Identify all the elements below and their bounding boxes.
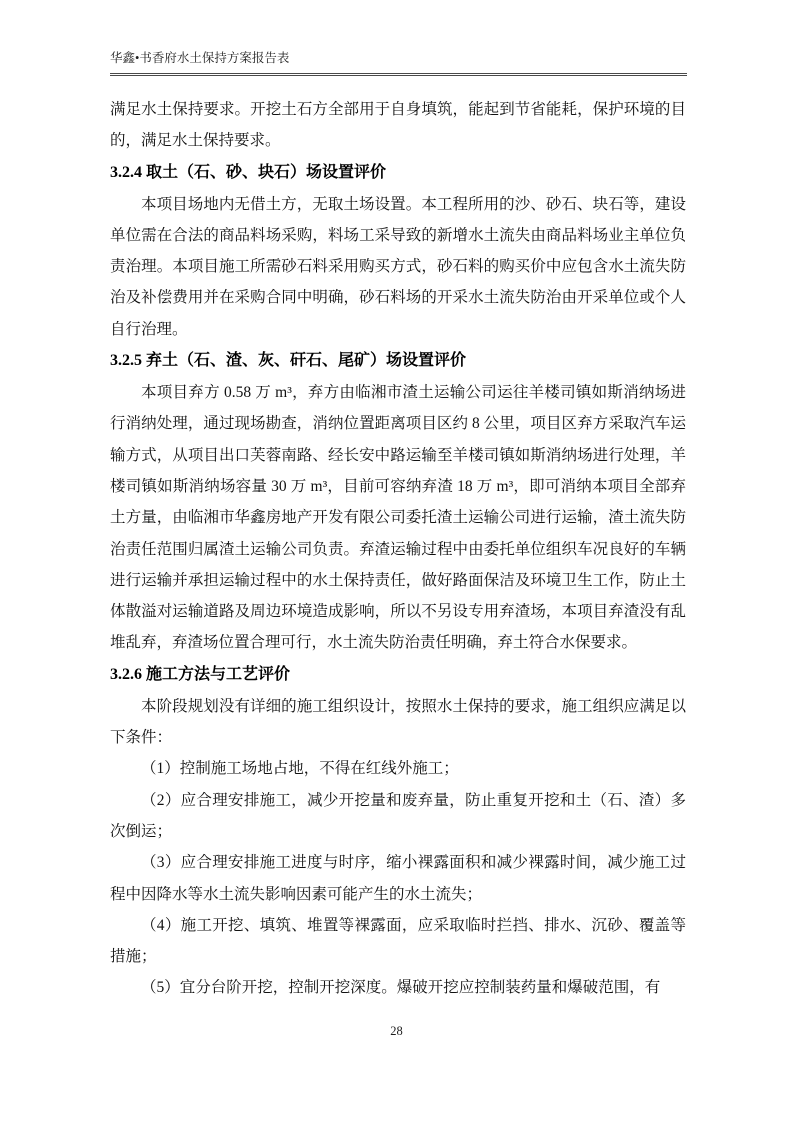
document-title: 华鑫•书香府水土保持方案报告表 — [110, 51, 290, 65]
list-item-1: （1）控制施工场地占地，不得在红线外施工； — [141, 760, 459, 778]
list-item-4: （4）施工开挖、填筑、堆置等裸露面，应采取临时拦挡、排水、沉砂、覆盖等措施； — [110, 916, 686, 966]
page-footer — [0, 1024, 793, 1039]
list-item-3: （3）应合理安排施工进度与时序，缩小裸露面积和减少裸露时间，减少施工过程中因降水等水土流失影响因素可能产生的水土流失； — [110, 854, 686, 903]
list-item-5: （5）宜分台阶开挖，控制开挖深度。爆破开挖应控制装药量和爆破范围，有 — [141, 979, 661, 997]
page-header — [110, 50, 687, 76]
paragraph-section-3-2-5: 本项目弃方 0.58 万 m³，弃方由临湘市渣土运输公司运往羊楼司镇如斯消纳场进行消纳处理，通过现场勘查，消纳位置距离项目区约 8 公里，项目区弃方采取汽车运输方式，从项目出口芙蓉南路、经长安中路运输至羊楼司镇如斯消纳场进行处理，羊楼司镇如斯消纳场容量 30 万 m³，目前可容纳弃渣 18 万 m³，即可消纳本项目全部弃土方量，由临湘市华鑫房地产开发有限公司委托渣土运输公司进行运输，渣土流失防治责任范围归属渣土运输公司负责。弃渣运输过程中由委托单位组织车况良好的车辆进行运输并承担运输过程中的水土保持责任，做好路面保洁及环境卫生工作，防止土体散溢对运输道路及周边环境造成影响，所以不另设专用弃渣场，本项目弃渣没有乱堆乱弃，弃渣场位置合理可行，水土流失防治责任明确，弃土符合水保要求。 — [110, 384, 686, 652]
section-heading-3-2-5: 3.2.5 弃土（石、渣、灰、矸石、尾矿）场设置评价 — [110, 352, 467, 370]
section-heading-3-2-6: 3.2.6 施工方法与工艺评价 — [110, 665, 291, 683]
paragraph-continuation: 满足水土保持要求。开挖土石方全部用于自身填筑，能起到节省能耗，保护环境的目的，满足水土保持要求。 — [110, 101, 686, 150]
document-body — [110, 94, 686, 1004]
paragraph-section-3-2-6-intro: 本阶段规划没有详细的施工组织设计，按照水土保持的要求，施工组织应满足以下条件： — [110, 697, 686, 747]
list-item-2: （2）应合理安排施工，减少开挖量和废弃量，防止重复开挖和土（石、渣）多次倒运； — [110, 791, 686, 840]
section-heading-3-2-4: 3.2.4 取土（石、砂、块石）场设置评价 — [110, 163, 387, 181]
page-number: 28 — [390, 1024, 403, 1038]
paragraph-section-3-2-4: 本项目场地内无借土方，无取土场设置。本工程所用的沙、砂石、块石等，建设单位需在合法的商品料场采购，料场工采导致的新增水土流失由商品料场业主单位负责治理。本项目施工所需砂石料采用购买方式，砂石料的购买价中应包含水土流失防治及补偿费用并在采购合同中明确，砂石料场的开采水土流失防治由开采单位或个人自行治理。 — [110, 195, 686, 338]
